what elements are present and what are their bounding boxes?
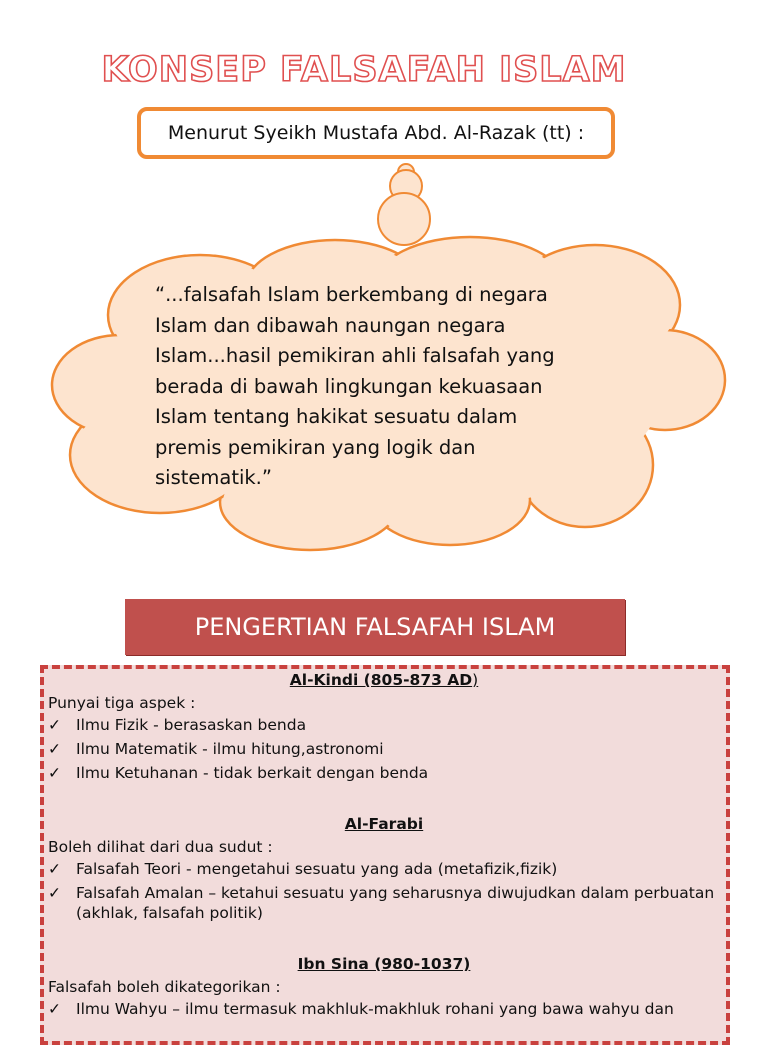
philosopher-heading-al-farabi: Al-Farabi [344,815,424,833]
check-icon: ✓ [48,716,61,734]
check-icon: ✓ [48,860,61,878]
aspect-list [48,859,720,923]
page-title: KONSEP FALSAFAH ISLAM [101,50,627,90]
quote-line: sistematik.” [155,466,272,489]
section-header [125,599,625,655]
quote-line: “...falsafah Islam berkembang di negara [155,283,548,306]
quote-line: Islam dan dibawah naungan negara [155,313,506,337]
quote-line: Islam...hasil pemikiran ahli falsafah yang [155,344,555,367]
quote-line: berada di bawah lingkungan kekuasaan [155,374,543,398]
list-item: ✓ Falsafah Amalan – ketahui sesuatu yang seharusnya diwujudkan dalam perbuatan (akhlak, falsafah politik) [48,884,715,922]
philosopher-heading-al-kindi: Al-Kindi (805-873 AD) [289,671,479,689]
aspect-list [48,999,720,1019]
section-intro: Punyai tiga aspek : [48,694,196,712]
list-item: ✓ Falsafah Teori - mengetahui sesuatu yang ada (metafizik,fizik) [48,860,558,878]
check-icon: ✓ [48,740,61,758]
section-header-label: PENGERTIAN FALSAFAH ISLAM [194,613,556,641]
philosopher-heading-ibn-sina: Ibn Sina (980-1037) [297,955,471,973]
quote-text [155,280,585,494]
quote-line: Islam tentang hakikat sesuatu dalam [155,405,518,428]
section-intro: Falsafah boleh dikategorikan : [48,978,281,996]
list-item: ✓ Ilmu Ketuhanan - tidak berkait dengan benda [48,764,429,782]
thought-bubble-large [378,193,430,245]
check-icon: ✓ [48,764,61,782]
aspect-list [48,715,720,783]
definitions-box [40,665,730,1045]
list-item: ✓ Ilmu Wahyu – ilmu termasuk makhluk-makhluk rohani yang bawa wahyu dan [48,1000,674,1018]
quote-line: premis pemikiran yang logik dan [155,435,476,459]
source-attribution-text: Menurut Syeikh Mustafa Abd. Al-Razak (tt) : [167,122,585,144]
section-intro: Boleh dilihat dari dua sudut : [48,838,273,856]
list-item: ✓ Ilmu Matematik - ilmu hitung,astronomi [48,740,384,758]
check-icon: ✓ [48,884,61,902]
check-icon: ✓ [48,1000,61,1018]
list-item: ✓ Ilmu Fizik - berasaskan benda [48,716,307,734]
